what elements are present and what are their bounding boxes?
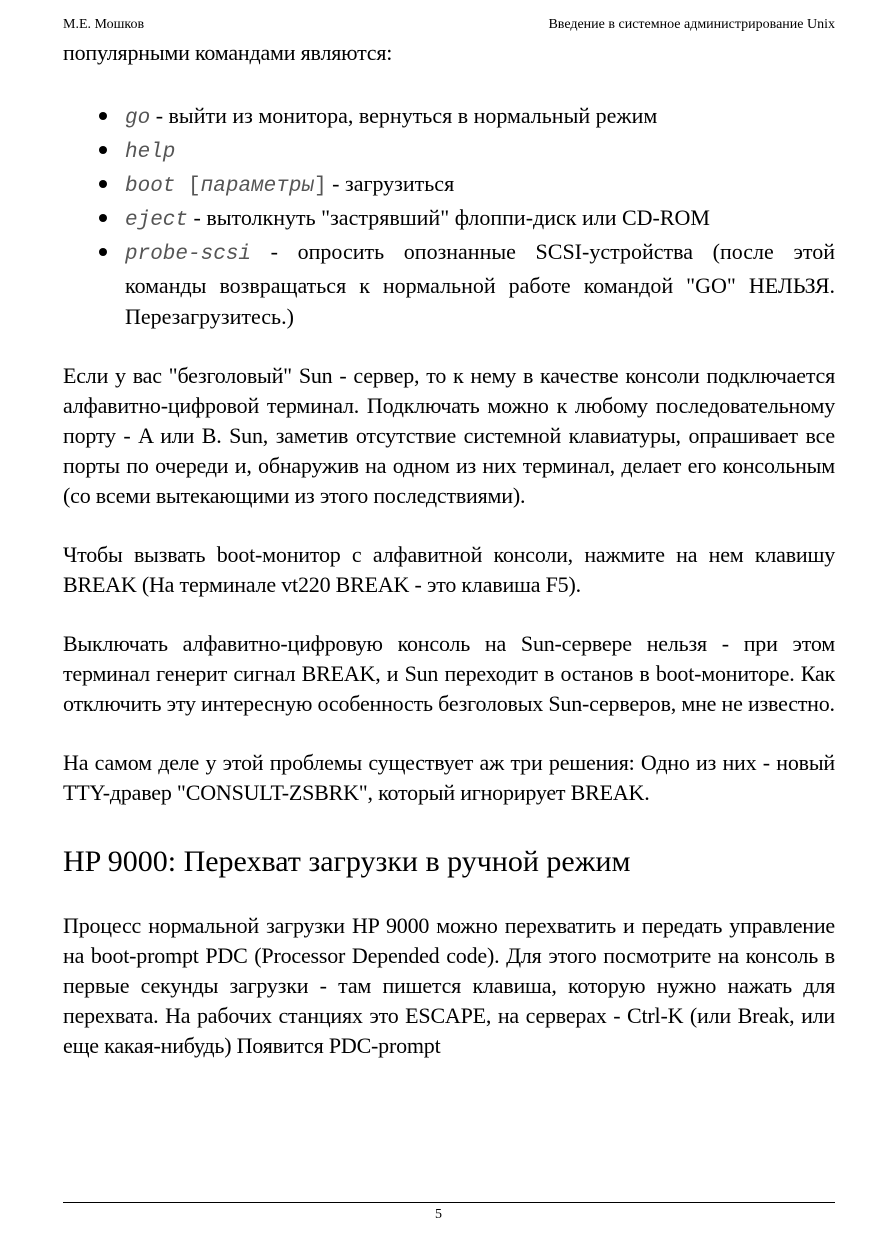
header-book-title: Введение в системное администрирование Unix (548, 17, 835, 32)
list-item (125, 100, 835, 134)
list-item (125, 202, 835, 236)
command-description: - опросить опознанные SCSI-устройства (после этой команды возвращаться к нормальной работе командой "GO" НЕЛЬЗЯ. Перезагрузитесь.) (125, 239, 835, 329)
command-args-close: ] (314, 175, 327, 198)
section-heading: HP 9000: Перехват загрузки в ручной режим (63, 845, 631, 878)
command-code: go (125, 107, 151, 130)
command-code: boot (125, 175, 176, 198)
paragraph-headless-server: Если у вас "безголовый" Sun - сервер, то к нему в качестве консоли подключается алфавитно-цифровой терминал. Подключать можно к любому последовательному порту - A или B. Sun, заметив отсутствие системной клавиатуры, опрашивает все порты по очереди и, обнаружив на одном из них терминал, делает его консольным (со всеми вытекающими из этого последствиями). (63, 363, 835, 508)
page-header (63, 15, 835, 35)
list-item (125, 236, 835, 332)
list-item (125, 134, 835, 168)
paragraph-solutions: На самом деле у этой проблемы существует аж три решения: Одно из них - новый TTY-дравер "CONSULT-ZSBRK", который игнорирует BREAK. (63, 750, 835, 805)
command-code: eject (125, 209, 189, 232)
paragraph-break-key: Чтобы вызвать boot-монитор с алфавитной консоли, нажмите на нем клавишу BREAK (На терминале vt220 BREAK - это клавиша F5). (63, 542, 835, 597)
paragraph-console-off: Выключать алфавитно-цифровую консоль на Sun-сервере нельзя - при этом терминал генерит сигнал BREAK, и Sun переходит в останов в boot-мониторе. Как отключить эту интересную особенность безголовых Sun-серверов, мне не известно. (63, 631, 835, 716)
command-list (63, 100, 835, 332)
list-item (125, 168, 835, 202)
intro-text: популярными командами являются: (63, 40, 393, 65)
command-args-open: [ (175, 175, 201, 198)
header-author: М.Е. Мошков (63, 17, 145, 32)
page-number: 5 (435, 1207, 442, 1222)
paragraph-hp9000: Процесс нормальной загрузки HP 9000 можно перехватить и передать управление на boot-prompt PDC (Processor Depended code). Для этого посмотрите на консоль в первые секунды загрузки - там пишется клавиша, которую нужно нажать для перехвата. На рабочих станциях это ESCAPE, на серверах - Ctrl-K (или Break, или еще какая-нибудь) Появится PDC-prompt (63, 913, 835, 1058)
command-args: параметры (200, 175, 315, 198)
command-description: - выйти из монитора, вернуться в нормальный режим (150, 103, 658, 128)
footer-divider (63, 1202, 835, 1203)
command-code: help (125, 141, 176, 164)
command-description: - вытолкнуть "застрявший" флоппи-диск или CD-ROM (188, 205, 710, 230)
command-code: probe-scsi (125, 243, 252, 266)
command-description: - загрузиться (326, 171, 455, 196)
page-content (63, 38, 835, 1061)
